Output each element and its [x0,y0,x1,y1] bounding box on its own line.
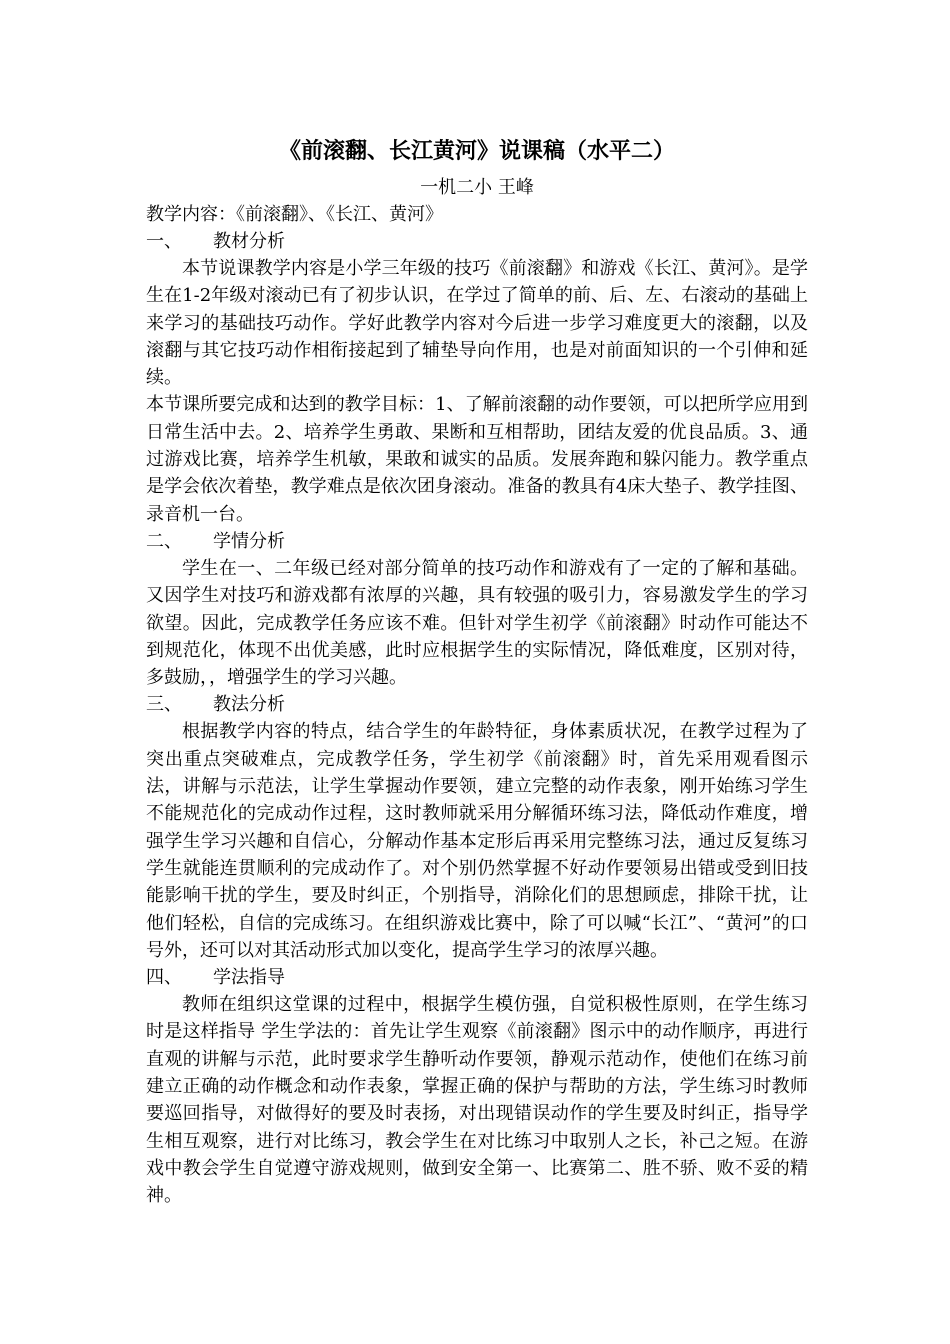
document-page [146,134,808,1210]
section-heading-4 [146,964,808,991]
section-heading-3 [146,691,808,718]
paragraph: 学生在一、二年级已经对部分简单的技巧动作和游戏有了一定的了解和基础。又因学生对技巧和游戏都有浓厚的兴趣，具有较强的吸引力，容易激发学生的学习欲望。因此，完成教学任务应该不难。但针对学生初学《前滚翻》时动作可能达不到规范化，体现不出优美感，此时应根据学生的实际情况，降低难度，区别对待，多鼓励，，增强学生的学习兴趣。 [146,557,808,689]
section-number: 三、 [146,694,182,716]
section-heading-2 [146,528,808,555]
section-title: 学法指导 [213,967,285,989]
teaching-content-line: 教学内容：《前滚翻》、《长江、黄河》 [146,204,443,225]
paragraph: 本节说课教学内容是小学三年级的技巧《前滚翻》和游戏《长江、黄河》。是学生在1-2年级对滚动已有了初步认识，在学过了简单的前、后、左、右滚动的基础上来学习的基础技巧动作。学好此教学内容对今后进一步学习难度更大的滚翻，以及滚翻与其它技巧动作相衔接起到了辅垫导向作用，也是对前面知识的一个引伸和延续。 [146,258,808,389]
author-line: 一机二小 王峰 [420,177,534,198]
section-number: 一、 [146,231,182,252]
paragraph: 本节课所要完成和达到的教学目标：1、了解前滚翻的动作要领，可以把所学应用到日常生活中去。2、培养学生勇敢、果断和互相帮助，团结友爱的优良品质。3、通过游戏比赛，培养学生机敏，果敢和诚实的品质。发展奔跑和躲闪能力。教学重点是学会依次着垫，教学难点是依次团身滚动。准备的教具有4床大垫子、教学挂图、录音机一台。 [146,394,808,525]
section-title: 教材分析 [213,231,285,252]
paragraph: 根据教学内容的特点，结合学生的年龄特征，身体素质状况，在教学过程为了突出重点突破难点，完成教学任务，学生初学《前滚翻》时，首先采用观看图示法，讲解与示范法，让学生掌握动作要领，建立完整的动作表象，刚开始练习学生不能规范化的完成动作过程，这时教师就采用分解循环练习法，降低动作难度，增强学生学习兴趣和自信心，分解动作基本定形后再采用完整练习法，通过反复练习学生就能连贯顺利的完成动作了。对个别仍然掌握不好动作要领易出错或受到旧技能影响干扰的学生，要及时纠正，个别指导，消除化们的思想顾虑，排除干扰，让他们轻松，自信的完成练习。在组织游戏比赛中，除了可以喊“长江”、“黄河”的口号外，还可以对其活动形式加以变化，提高学生学习的浓厚兴趣。 [146,721,808,961]
section-heading-1 [146,228,808,255]
section-number: 四、 [146,967,182,989]
section-number: 二、 [146,530,182,552]
section-title: 学情分析 [213,530,285,552]
paragraph: 教师在组织这堂课的过程中，根据学生模仿强，自觉积极性原则，在学生练习时是这样指导 学生学法的：首先让学生观察《前滚翻》图示中的动作顺序，再进行直观的讲解与示范，此时要求学生静听动作要领，静观示范动作，使他们在练习前建立正确的动作概念和动作表象，掌握正确的保护与帮助的方法，学生练习时教师要巡回指导，对做得好的要及时表扬，对出现错误动作的学生要及时纠正，指导学生相互观察，进行对比练习，教会学生在对比练习中取别人之长，补己之短。在游戏中教会学生自觉遵守游戏规则，做到安全第一、比赛第二、胜不骄、败不妥的精神。 [146,994,808,1207]
document-title: 《前滚翻、长江黄河》说课稿（水平二） [278,138,675,164]
section-title: 教法分析 [213,694,285,716]
